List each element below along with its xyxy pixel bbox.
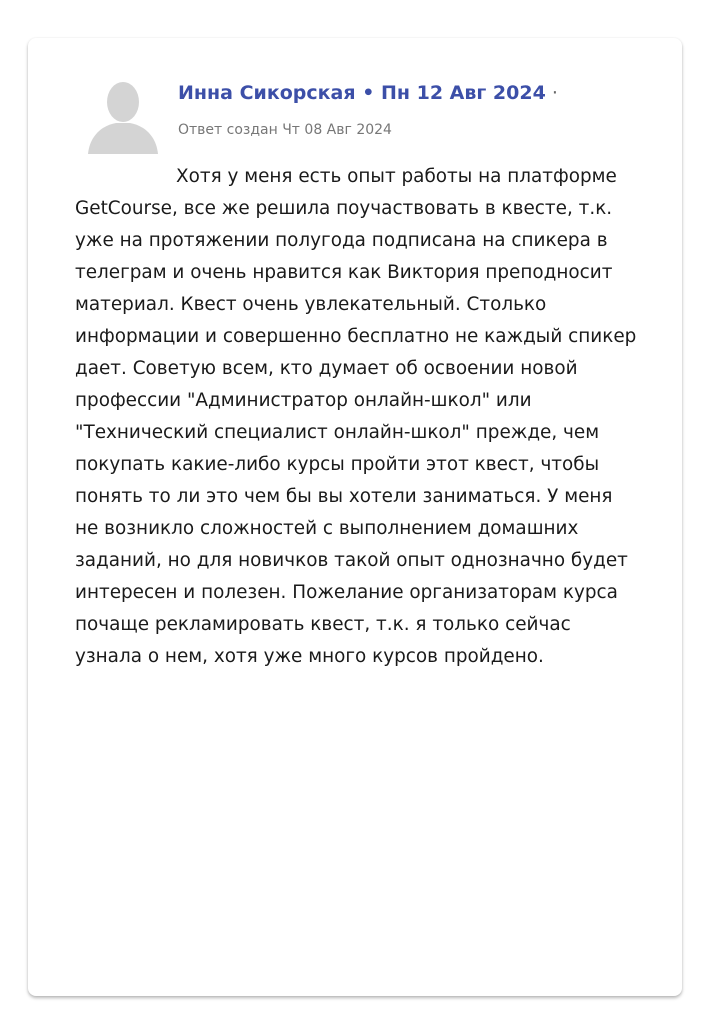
header-separator: •	[355, 82, 381, 104]
review-header	[178, 82, 558, 104]
created-date-label: Ответ создан Чт 08 Авг 2024	[178, 122, 392, 138]
avatar	[82, 78, 164, 160]
author-name[interactable]: Инна Сикорская	[178, 82, 356, 104]
review-card	[28, 38, 682, 996]
user-silhouette-icon	[82, 78, 164, 160]
header-trailing-dot: ·	[545, 82, 558, 104]
review-text: Хотя у меня есть опыт работы на платформе GetCourse, все же решила поучаствовать в квесте, т.к. уже на протяжении полугода подписана на спикера в телеграм и очень нравится как Виктория преподносит материал. Квест очень увлекательный. Столько информации и совершенно бесплатно не каждый спикер дает. Советую всем, кто думает об освоении новой профессии "Администратор онлайн-школ" или "Технический специалист онлайн-школ" прежде, чем покупать какие-либо курсы пройти этот квест, чтобы понять то ли это чем бы вы хотели заниматься. У меня не возникло сложностей с выполнением домашних заданий, но для новичков такой опыт однозначно будет интересен и полезен. Пожелание организаторам курса почаще рекламировать квест, т.к. я только сейчас узнала о нем, хотя уже много курсов пройдено.	[75, 166, 637, 667]
review-date: Пн 12 Авг 2024	[380, 82, 546, 104]
